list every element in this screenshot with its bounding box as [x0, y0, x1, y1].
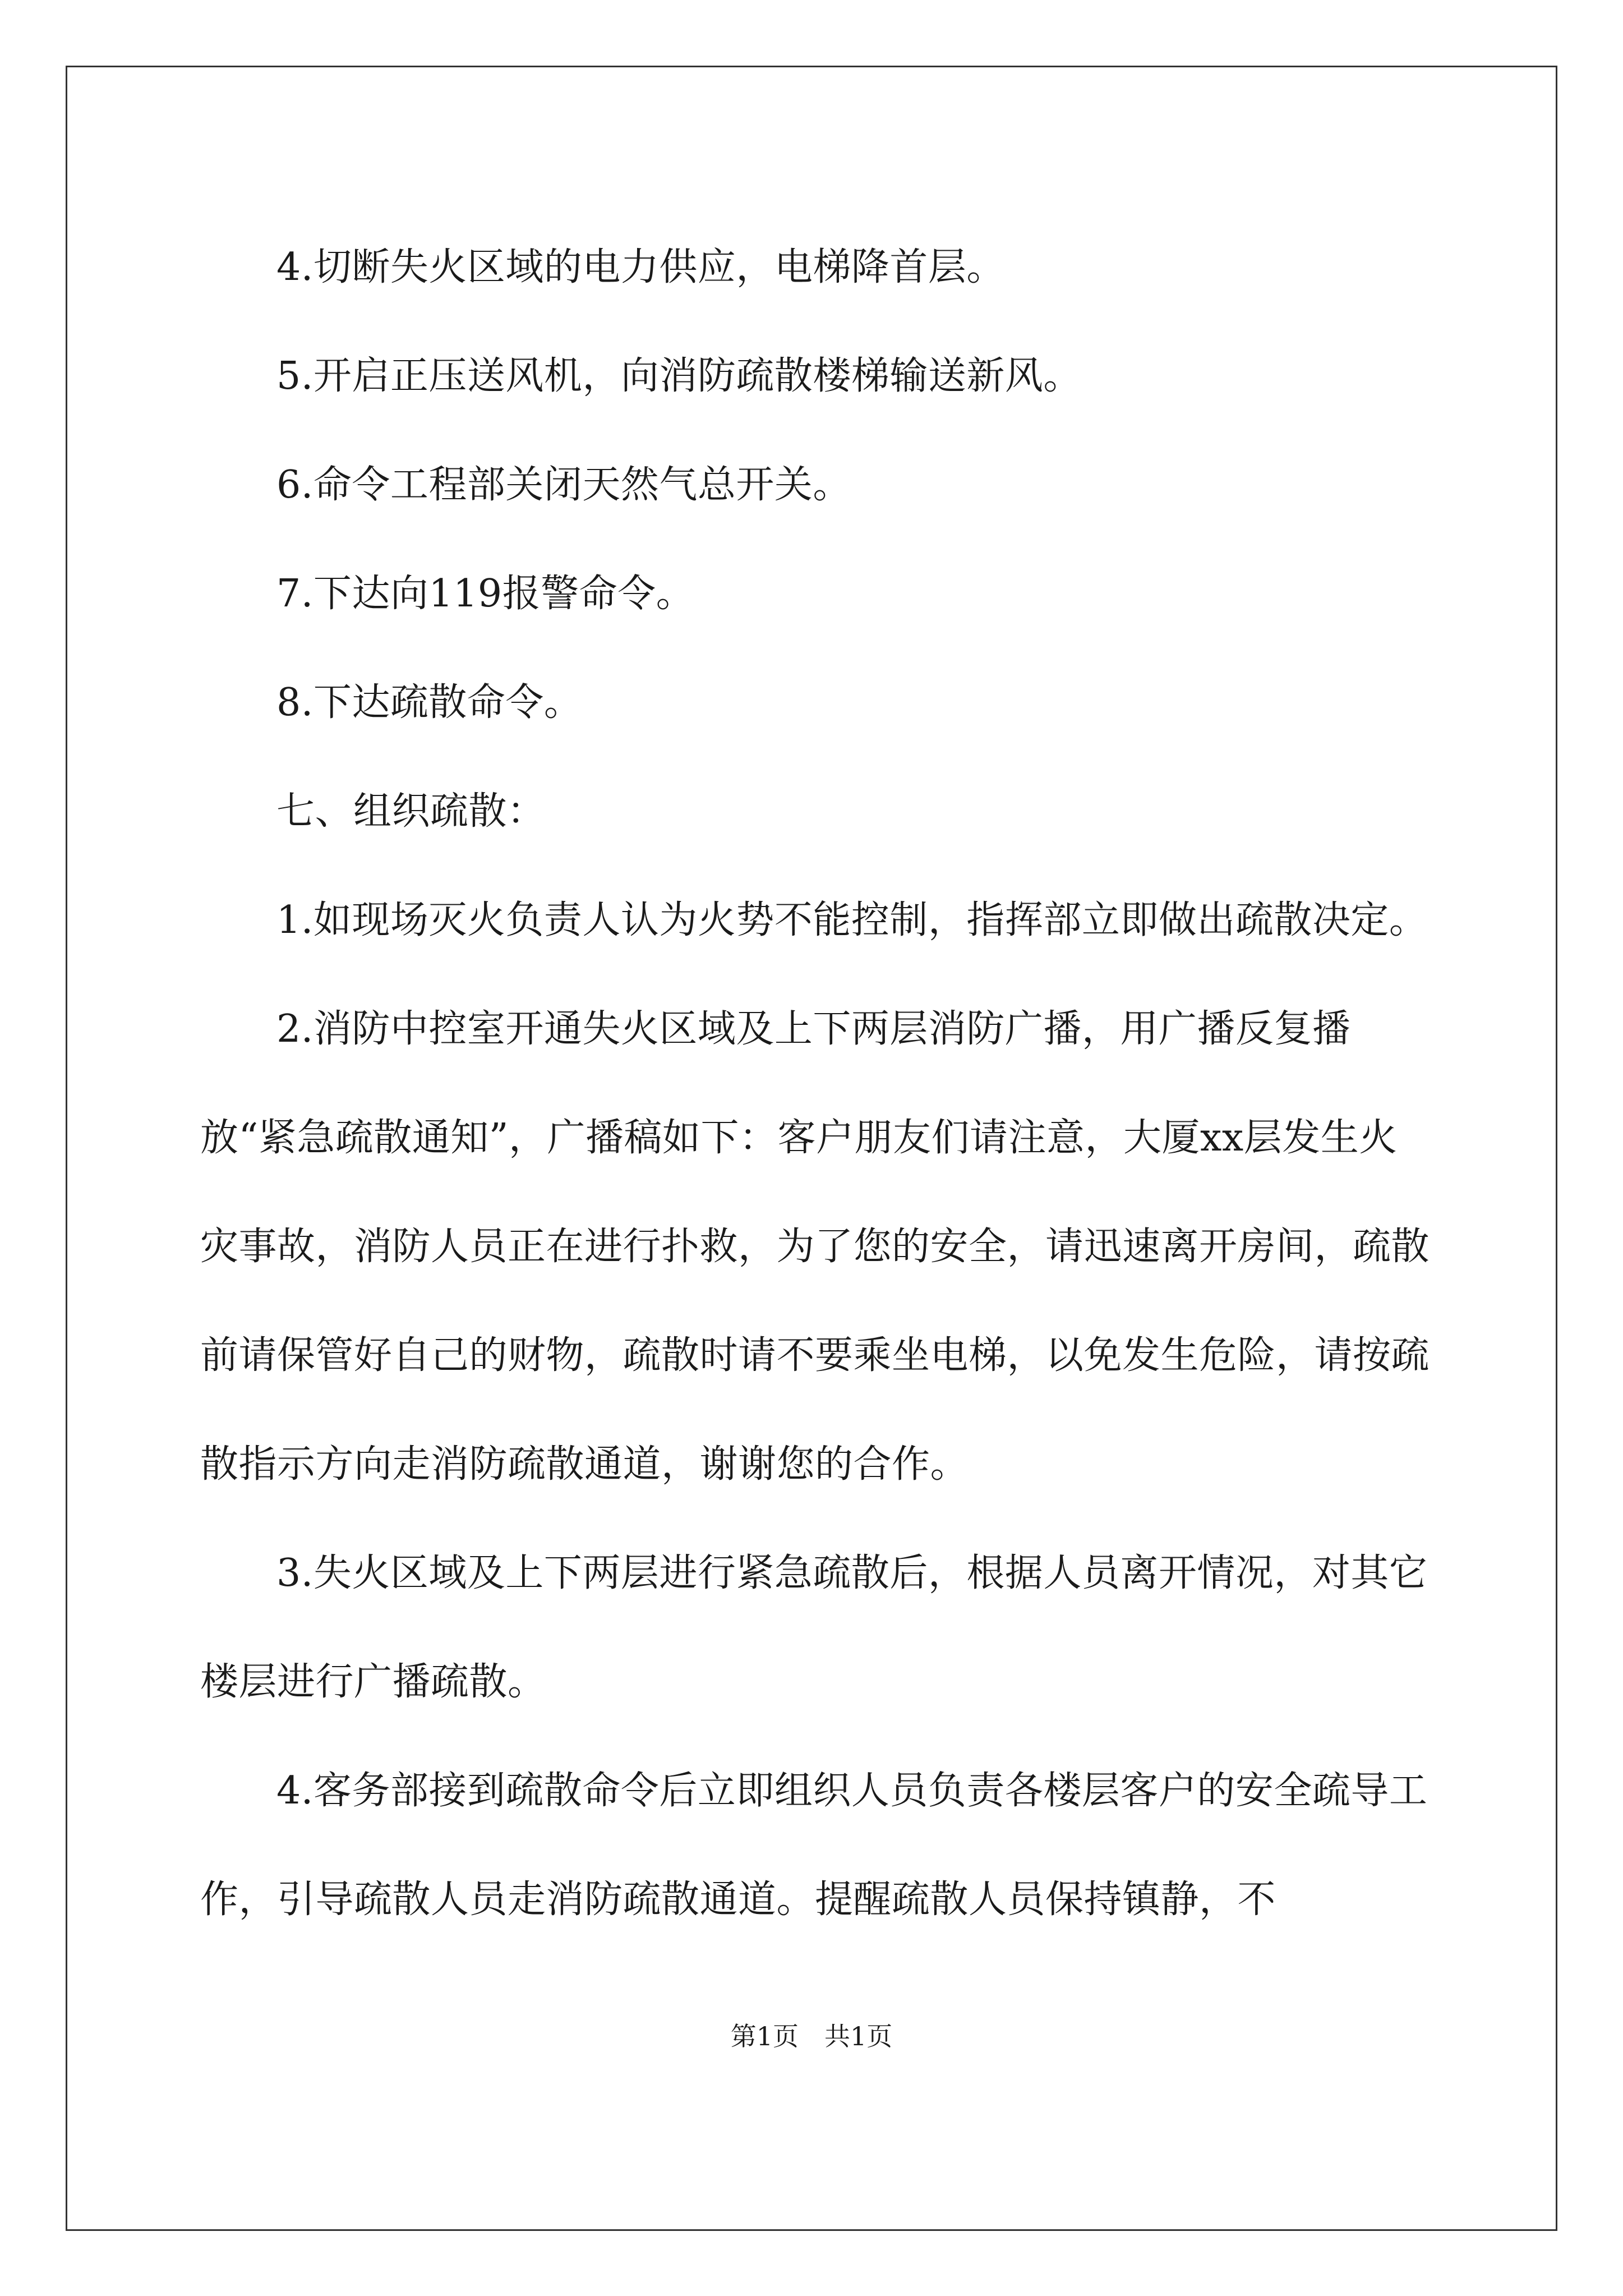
paragraph-evacuation-decision: 1.如现场灭火负责人认为火势不能控制，指挥部立即做出疏散决定。	[276, 898, 1428, 942]
paragraph-open-fan: 5.开启正压送风机，向消防疏散楼梯输送新风。	[276, 354, 1082, 398]
page-footer	[0, 2019, 1623, 2053]
paragraph-close-gas: 6.命令工程部关闭天然气总开关。	[276, 463, 851, 507]
paragraph-evacuation-order: 8.下达疏散命令。	[276, 680, 583, 725]
paragraph-guest-guidance: 4.客务部接到疏散命令后立即组织人员负责各楼层客户的安全疏导工作，引导疏散人员走消防疏散通道。提醒疏散人员保持镇静，不	[200, 1769, 1428, 1922]
section-heading-evacuation: 七、组织疏散：	[276, 789, 546, 834]
paragraph-call-119: 7.下达向119报警命令。	[276, 572, 695, 616]
paragraph-floor-broadcast: 3.失火区域及上下两层进行紧急疏散后，根据人员离开情况，对其它楼层进行广播疏散。	[200, 1551, 1428, 1704]
page-number-total: 共1页	[824, 2021, 893, 2051]
paragraph-broadcast-notice: 2.消防中控室开通失火区域及上下两层消防广播，用广播反复播放“紧急疏散通知”，广播稿如下：客户朋友们请注意，大厦xx层发生火灾事故，消防人员正在进行扑救，为了您的安全，请迅速离开房间，疏散前请保管好自己的财物，疏散时请不要乘坐电梯，以免发生危险，请按疏散指示方向走消防疏散通道，谢谢您的合作。	[200, 1007, 1430, 1487]
paragraph-cut-power: 4.切断失火区域的电力供应，电梯降首层。	[276, 245, 1005, 289]
page-number-current: 第1页	[730, 2021, 799, 2051]
document-body	[200, 213, 1434, 1954]
